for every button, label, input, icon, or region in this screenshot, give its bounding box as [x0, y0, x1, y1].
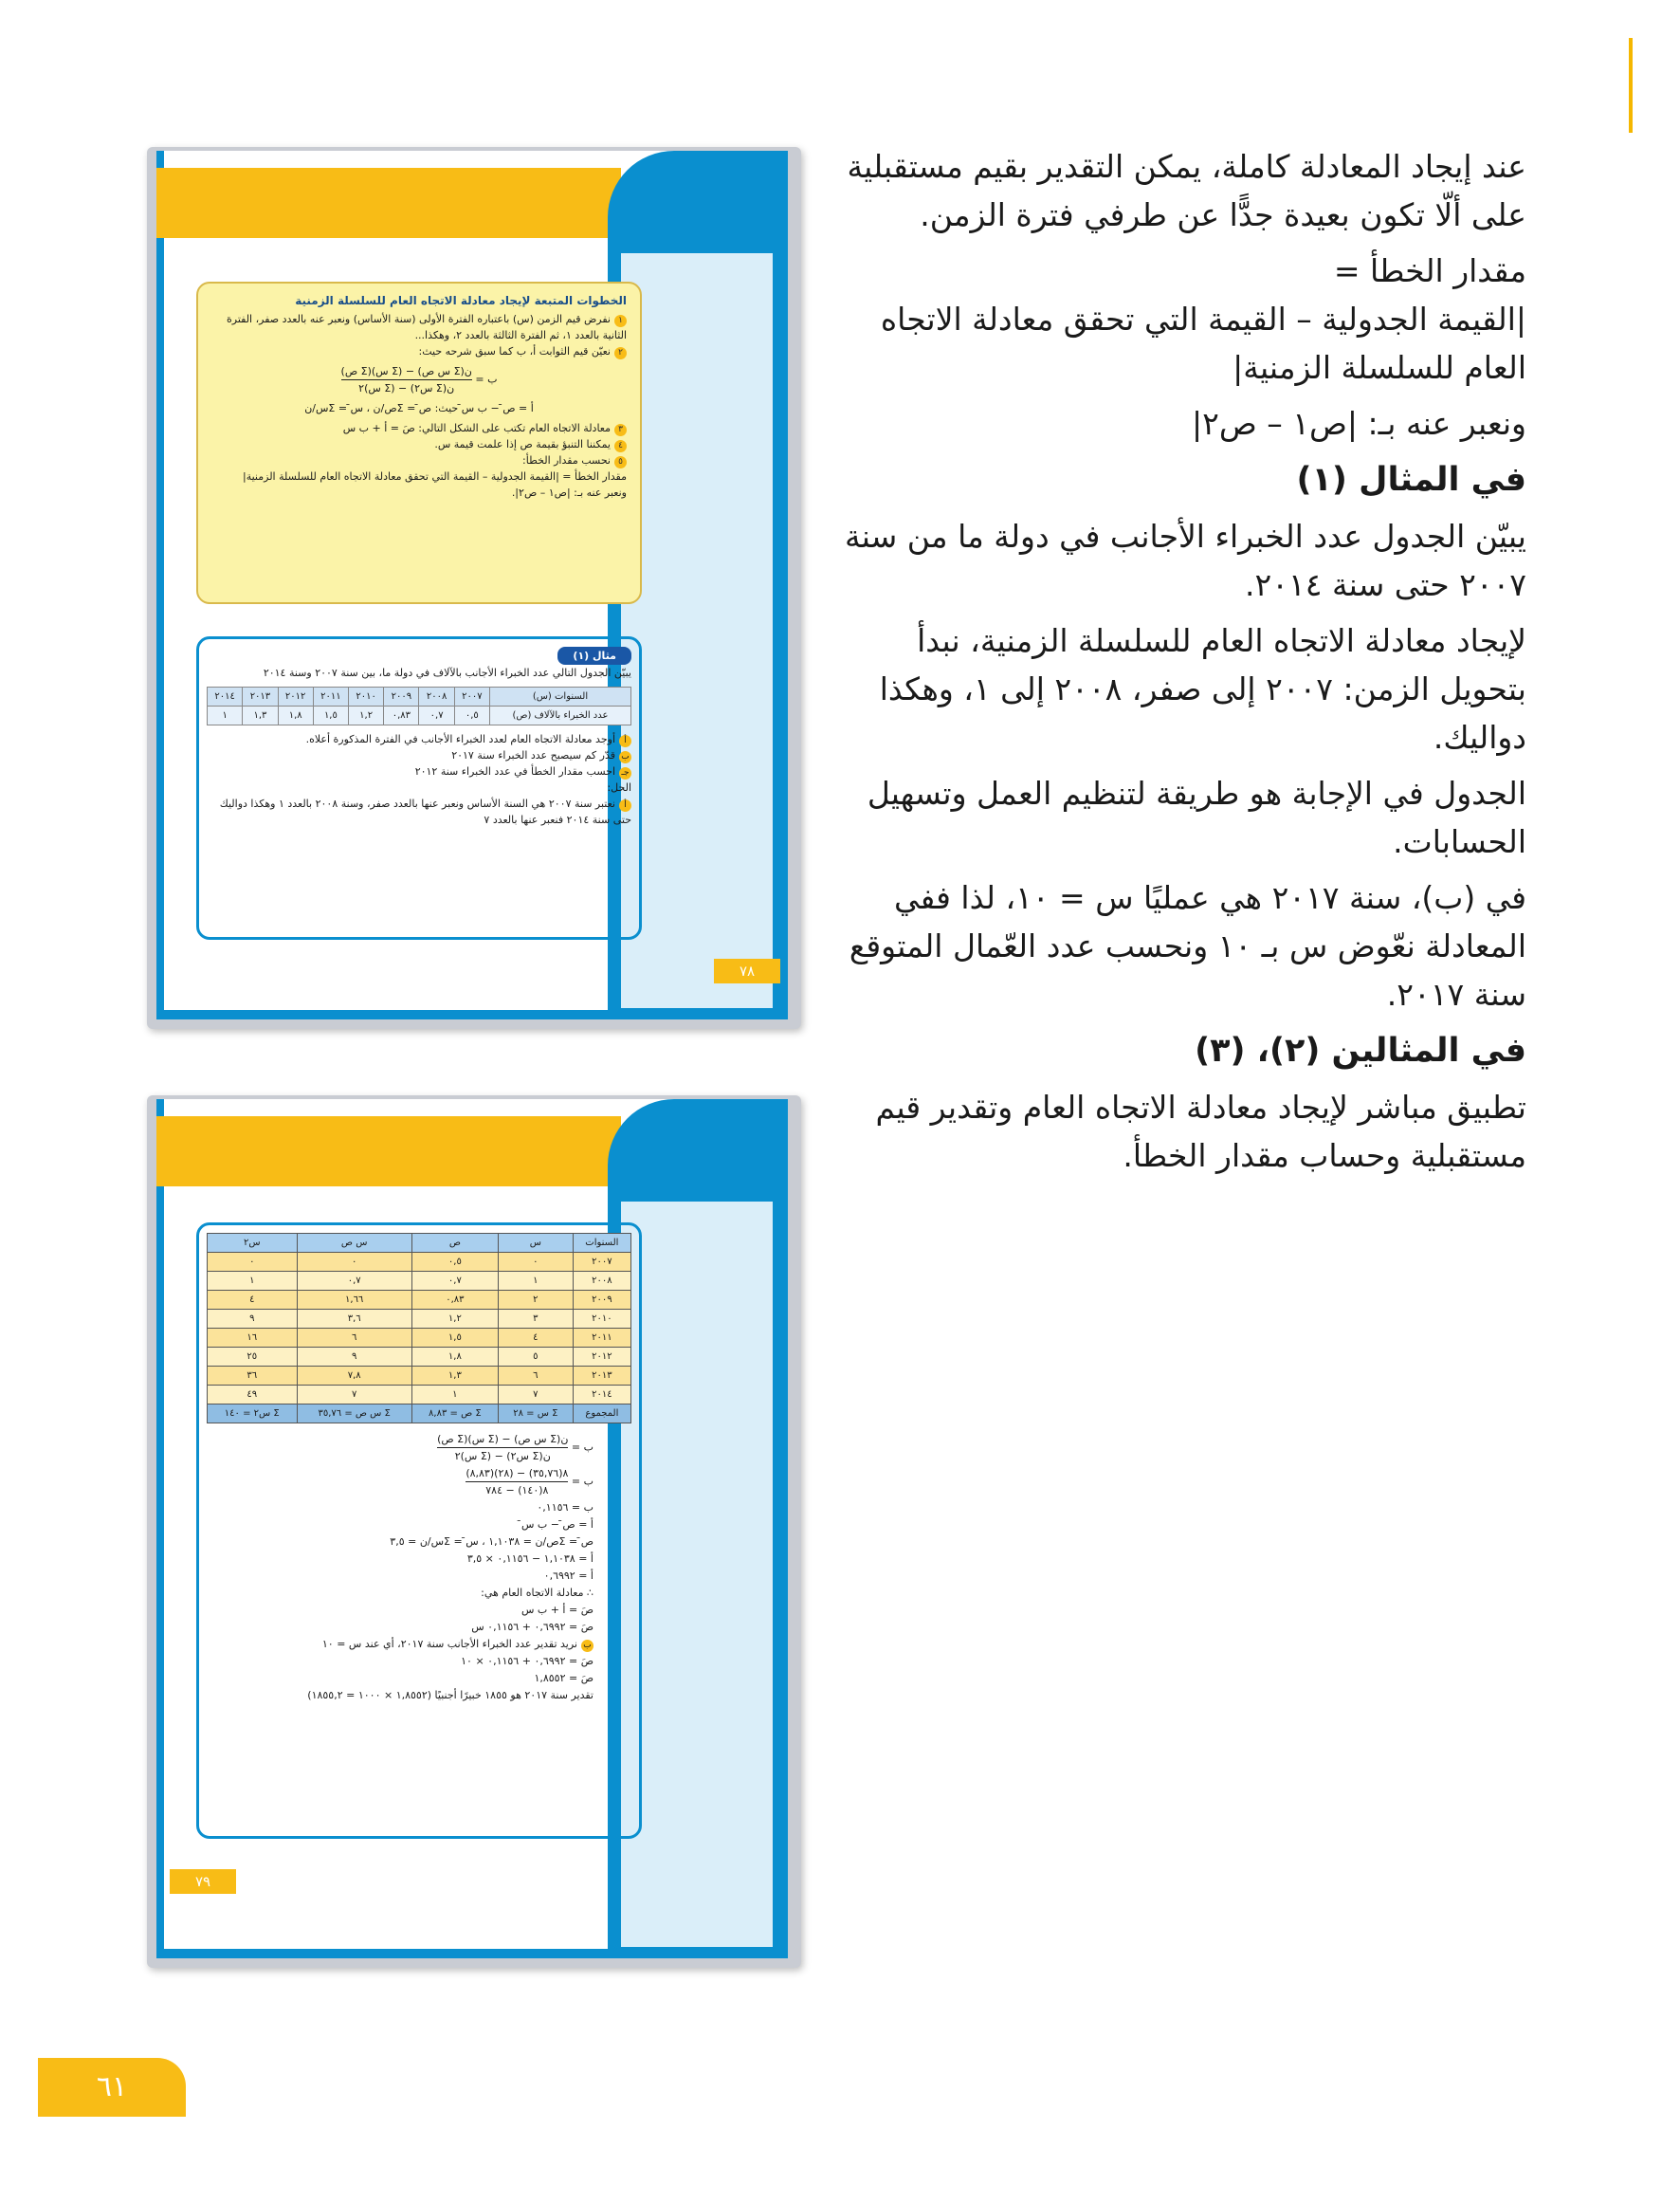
table-cell: ٤٩	[208, 1386, 298, 1404]
table-header-row	[208, 1234, 631, 1253]
table-cell: Σ ص = ٨,٨٣	[411, 1404, 498, 1423]
work-line: ص̄ = Σص/ن = ١,١٠٣٨ ، س̄ = Σس/ن = ٣,٥	[390, 1535, 593, 1548]
formula-b	[211, 363, 627, 396]
table-cell: ١,٥	[313, 707, 348, 725]
work-line: ∴ معادلة الاتجاه العام هي:	[481, 1587, 593, 1599]
step-5-formula: مقدار الخطأ = |القيمة الجدولية – القيمة التي تحقق معادلة الاتجاه العام للسلسلة الزمنية|	[242, 470, 627, 483]
table-cell: ٢٠١٠	[349, 688, 384, 707]
step-3	[211, 420, 627, 436]
table-cell: ٢٠٠٨	[419, 688, 454, 707]
table-cell: ١,٦٦	[297, 1291, 411, 1310]
thumbnail-page-79-content	[156, 1099, 788, 1958]
paragraph-part-b: في (ب)، سنة ٢٠١٧ هي عمليًا س = ١٠، لذا ففي المعادلة نعّوض س بـ ١٠ ونحسب عدد العّمال المتوقع سنة ٢٠١٧.	[849, 879, 1526, 1013]
table-row-experts	[208, 707, 631, 725]
table-cell: ٢٠١٣	[243, 688, 278, 707]
thumbnail-page-tag: ٧٨	[714, 959, 780, 983]
page-number: ٦١	[38, 2058, 186, 2117]
table-row	[208, 1329, 631, 1348]
table-row	[208, 1310, 631, 1329]
table-cell: ٠	[297, 1253, 411, 1272]
example-1-box	[196, 636, 642, 940]
work-line: أ = ١,١٠٣٨ − ٠,١١٥٦ × ٣,٥	[466, 1552, 593, 1565]
paragraph-direct-application: تطبيق مباشر لإيجاد معادلة الاتجاه العام وتقدير قيم مستقبلية وحساب مقدار الخطأ.	[875, 1089, 1526, 1174]
work-formula-b-values-lhs: ب =	[571, 1475, 593, 1488]
table-cell: ١,٨	[411, 1348, 498, 1367]
table-cell: المجموع	[573, 1404, 630, 1423]
table-cell: ٠,٨٣	[411, 1291, 498, 1310]
table-cell: ٠,٧	[297, 1272, 411, 1291]
table-cell: ١,٢	[349, 707, 384, 725]
table-row	[208, 1367, 631, 1386]
work-line: أ = ص̄ − ب س̄	[520, 1518, 593, 1531]
table-cell: ٣٦	[208, 1367, 298, 1386]
table-cell: ٠	[498, 1253, 573, 1272]
table-cell: ١	[208, 707, 243, 725]
table-cell: ١	[498, 1272, 573, 1291]
table-cell: ١,٣	[411, 1367, 498, 1386]
table-cell: ٢٠١٣	[573, 1367, 630, 1386]
table-row	[208, 1253, 631, 1272]
formula-a: أ = ص̄ − ب س̄ حيث: ص̄ = Σص/ن ، س̄ = Σس/ن	[304, 402, 534, 414]
paragraph-estimation: عند إيجاد المعادلة كاملة، يمكن التقدير بقيم مستقبلية على ألّا تكون بعيدة جدًّا عن طرفي فترة الزمن.	[847, 148, 1526, 233]
table-cell: ٧,٨	[297, 1367, 411, 1386]
table-cell: ٢٠١٤	[573, 1386, 630, 1404]
table-cell: ٢٠٠٨	[573, 1272, 630, 1291]
question-number: أ	[619, 799, 631, 812]
table-row	[208, 1272, 631, 1291]
work-line: تقدير سنة ٢٠١٧ هو ١٨٥٥ خبيرًا أجنبيًا (١,٨٥٥٢ × ١٠٠٠ = ١٨٥٥,٢)	[307, 1689, 593, 1701]
table-cell: ٢٥	[208, 1348, 298, 1367]
work-values-denominator: ٨(١٤٠) − ٧٨٤	[485, 1484, 549, 1496]
step-4-text: يمكننا التنبؤ بقيمة ص إذا علمت قيمة س.	[434, 438, 611, 450]
table-cell: ٦	[498, 1367, 573, 1386]
work-formula-b-lhs: ب =	[571, 1441, 593, 1454]
solution-a-text: نعتبر سنة ٢٠٠٧ هي السنة الأساس ونعبر عنها بالعدد صفر، وسنة ٢٠٠٨ بالعدد ١ وهكذا دواليك حتى سنة ٢٠١٤ فنعبر عنها بالعدد ٧	[219, 798, 631, 826]
blue-left-border	[156, 1099, 164, 1958]
table-cell: ١,٨	[278, 707, 313, 725]
solution-table	[207, 1233, 631, 1423]
question-b	[207, 747, 631, 763]
thumbnail-page-78	[147, 147, 801, 1029]
table-cell: Σ س٢ = ١٤٠	[208, 1404, 298, 1423]
table-cell: ٦	[297, 1329, 411, 1348]
question-c	[207, 763, 631, 780]
table-cell: Σ س ص = ٣٥,٧٦	[297, 1404, 411, 1423]
formula-b-lhs: ب =	[475, 373, 498, 386]
work-line: صَ = أ + ب س	[520, 1604, 593, 1616]
table-cell: ٤	[208, 1291, 298, 1310]
yellow-header-band	[156, 168, 621, 238]
paragraph-table-purpose: الجدول في الإجابة هو طريقة لتنظيم العمل وتسهيل الحسابات.	[867, 775, 1526, 860]
question-a	[207, 731, 631, 747]
table-cell: ٢٠١٢	[278, 688, 313, 707]
question-number: جـ	[619, 767, 631, 780]
question-number: أ	[619, 735, 631, 747]
table-cell: ٠,٥	[454, 707, 489, 725]
solution-box	[196, 1222, 642, 1839]
paragraph-error-notation: ونعبر عنه بـ: |ص١ – ص٢|	[1192, 405, 1526, 442]
blue-left-border	[156, 151, 164, 1019]
question-c-text: احسب مقدار الخطأ في عدد الخبراء سنة ٢٠١٢	[414, 765, 615, 778]
solution-working	[207, 1431, 631, 1703]
step-5-notation: ونعبر عنه بـ: |ص١ – ص٢|.	[511, 486, 627, 499]
table-cell: ٧	[297, 1386, 411, 1404]
table-cell: ١	[411, 1386, 498, 1404]
work-part-b	[207, 1636, 593, 1652]
question-b-text: قدّر كم سيصبح عدد الخبراء سنة ٢٠١٧	[451, 749, 615, 762]
table-cell: ٠,٧	[411, 1272, 498, 1291]
example-label: مثال (١)	[557, 647, 631, 665]
work-line: صَ = ٠,٦٩٩٢ + ٠,١١٥٦ س	[471, 1621, 593, 1633]
step-3-text: معادلة الاتجاه العام تكتب على الشكل التالي: صَ = أ + ب س	[342, 422, 611, 434]
question-number: ب	[619, 751, 631, 763]
question-number: ب	[581, 1640, 593, 1652]
table-cell: ٢٠١٢	[573, 1348, 630, 1367]
table-cell: ٣,٦	[297, 1310, 411, 1329]
heading-example-1: في المثال (١)	[1296, 461, 1526, 499]
work-line: صَ = ٠,٦٩٩٢ + ٠,١١٥٦ × ١٠	[461, 1655, 593, 1667]
main-text-column	[844, 142, 1526, 1187]
table-cell: ٢٠١٠	[573, 1310, 630, 1329]
table-cell: ٧	[498, 1386, 573, 1404]
table-cell: ٩	[297, 1348, 411, 1367]
blue-side-panel	[621, 253, 773, 1008]
table-cell: ٢٠١٤	[208, 688, 243, 707]
step-5	[211, 452, 627, 468]
work-formula-b-numerator: ن(Σ س ص) − (Σ س)(Σ ص)	[437, 1431, 568, 1448]
table-cell: ٠,٥	[411, 1253, 498, 1272]
table-header: س ص	[297, 1234, 411, 1253]
work-formula-b-values	[207, 1465, 593, 1498]
table-row	[208, 1291, 631, 1310]
step-5-text: نحسب مقدار الخطأ:	[522, 454, 611, 467]
table-header: السنوات	[573, 1234, 630, 1253]
work-part-b-text: نريد تقدير عدد الخبراء الأجانب سنة ٢٠١٧، أي عند س = ١٠	[321, 1638, 577, 1650]
blue-side-panel	[621, 1202, 773, 1947]
paragraph-error-formula: |القيمة الجدولية – القيمة التي تحقق معادلة الاتجاه العام للسلسلة الزمنية|	[880, 301, 1526, 386]
table-cell: ١٦	[208, 1329, 298, 1348]
work-formula-b-denominator: ن(Σ س٢) − (Σ س)٢	[454, 1450, 551, 1462]
example-table	[207, 687, 631, 725]
table-cell: ٢	[498, 1291, 573, 1310]
table-cell: ٣	[498, 1310, 573, 1329]
table-cell: ٢٠٠٧	[573, 1253, 630, 1272]
work-values-numerator: ٨(٣٥,٧٦) − (٢٨)(٨,٨٣)	[466, 1465, 568, 1482]
table-cell: ٠,٧	[419, 707, 454, 725]
step-4	[211, 436, 627, 452]
solution-a	[207, 796, 631, 828]
table-cell: ٥	[498, 1348, 573, 1367]
formula-b-numerator: ن(Σ س ص) − (Σ س)(Σ ص)	[341, 363, 472, 380]
table-head-years: السنوات (س)	[489, 688, 630, 707]
step-number: ١	[614, 315, 627, 327]
table-cell: ٢٠٠٩	[573, 1291, 630, 1310]
table-cell: ١,٢	[411, 1310, 498, 1329]
thumbnail-page-78-content	[156, 151, 788, 1019]
table-cell: ١,٥	[411, 1329, 498, 1348]
yellow-header-band	[156, 1116, 621, 1186]
step-number: ٥	[614, 456, 627, 468]
work-formula-b	[207, 1431, 593, 1464]
table-cell: ٢٠٠٧	[454, 688, 489, 707]
table-cell: Σ س = ٢٨	[498, 1404, 573, 1423]
table-cell: ٩	[208, 1310, 298, 1329]
example-intro: يبيّن الجدول التالي عدد الخبراء الأجانب بالآلاف في دولة ما، بين سنة ٢٠٠٧ وسنة ٢٠١٤	[263, 667, 631, 679]
table-row-years	[208, 688, 631, 707]
step-2-text: نعيّن قيم الثوابت أ، ب كما سبق شرحه حيث:	[418, 345, 611, 358]
step-1-text: نفرض قيم الزمن (س) باعتباره الفترة الأولى (سنة الأساس) ونعبر عنه بالعدد صفر، الفترة الثانية بالعدد ١، ثم الفترة الثالثة بالعدد ٢، وهكذا...	[226, 313, 627, 341]
table-cell: ٢٠٠٩	[384, 688, 419, 707]
steps-title: الخطوات المتبعة لإيجاد معادلة الاتجاه العام للسلسلة الزمنية	[295, 294, 627, 307]
work-line: صَ = ١,٨٥٥٢	[534, 1672, 593, 1684]
step-number: ٣	[614, 424, 627, 436]
work-line: أ = ٠,٦٩٩٢	[543, 1570, 593, 1582]
thumbnail-page-79	[147, 1095, 801, 1968]
table-cell: ١	[208, 1272, 298, 1291]
table-cell: ٢٠١١	[313, 688, 348, 707]
step-number: ٤	[614, 440, 627, 452]
table-head-experts: عدد الخبراء بالآلاف (ص)	[489, 707, 630, 725]
table-cell: ١,٣	[243, 707, 278, 725]
table-header: س٢	[208, 1234, 298, 1253]
edge-accent-bar	[1629, 38, 1633, 133]
step-number: ٢	[614, 347, 627, 359]
question-a-text: أوجد معادلة الاتجاه العام لعدد الخبراء الأجانب في الفترة المذكورة أعلاه.	[305, 733, 615, 745]
formula-b-denominator: ن(Σ س٢) − (Σ س)٢	[358, 382, 455, 395]
table-total-row	[208, 1404, 631, 1423]
paragraph-example-1-table: يبيّن الجدول عدد الخبراء الأجانب في دولة ما من سنة ٢٠٠٧ حتى سنة ٢٠١٤.	[845, 518, 1526, 603]
work-line: ب = ٠,١١٥٦	[537, 1501, 593, 1514]
table-row	[208, 1348, 631, 1367]
table-cell: ٠	[208, 1253, 298, 1272]
table-header: س	[498, 1234, 573, 1253]
step-1	[211, 311, 627, 343]
paragraph-error-label: مقدار الخطأ =	[1333, 252, 1526, 289]
table-row	[208, 1386, 631, 1404]
paragraph-time-conversion: لإيجاد معادلة الاتجاه العام للسلسلة الزمنية، نبدأ بتحويل الزمن: ٢٠٠٧ إلى صفر، ٢٠٠٨ إلى ١، وهكذا دواليك.	[879, 622, 1526, 756]
table-cell: ٠,٨٣	[384, 707, 419, 725]
step-2	[211, 343, 627, 359]
table-cell: ٤	[498, 1329, 573, 1348]
heading-examples-2-3: في المثالين (٢)، (٣)	[1195, 1032, 1526, 1070]
solution-label: الحل:	[607, 781, 631, 794]
steps-box	[196, 282, 642, 604]
table-header: ص	[411, 1234, 498, 1253]
table-cell: ٢٠١١	[573, 1329, 630, 1348]
thumbnail-page-tag: ٧٩	[170, 1869, 236, 1894]
